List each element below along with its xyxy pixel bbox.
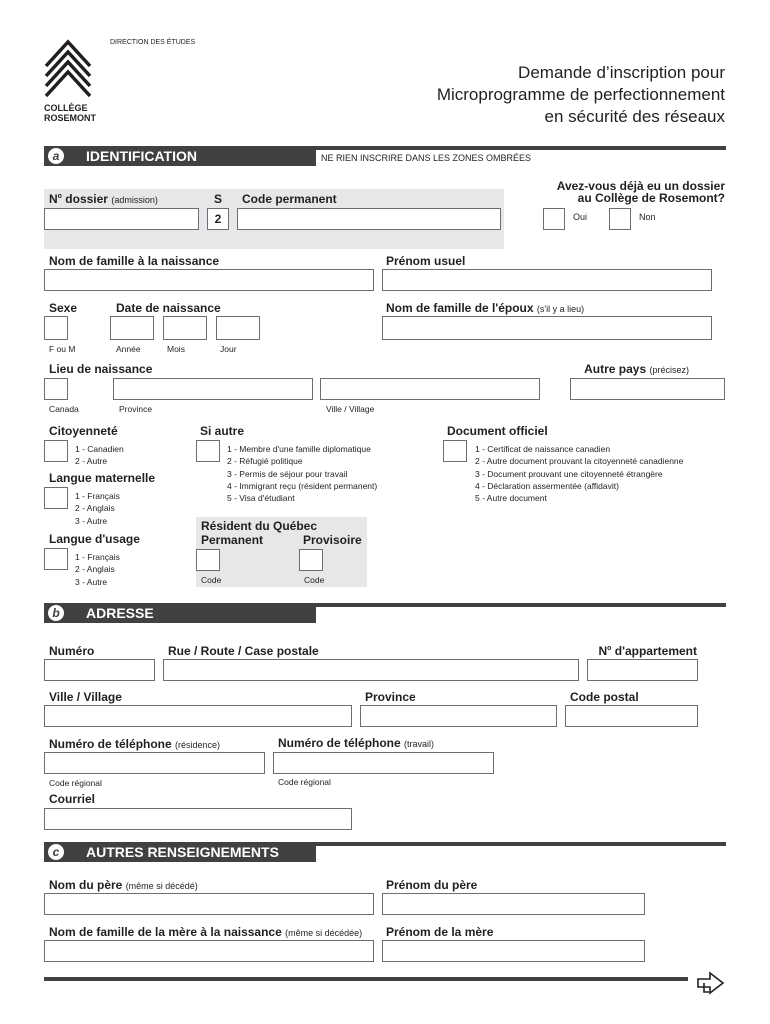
- section-a-header: [44, 146, 316, 166]
- tel-travail-label: Numéro de téléphone (travail): [278, 736, 435, 750]
- prenom-pere-label: Prénom du père: [386, 878, 478, 892]
- previous-dossier-question: [557, 180, 725, 204]
- logo-line2: ROSEMONT: [44, 113, 97, 123]
- mois-field[interactable]: [163, 316, 207, 340]
- jour-label: Jour: [220, 344, 237, 354]
- si-autre-label: Si autre: [200, 424, 245, 438]
- shaded-zones-note: NE RIEN INSCRIRE DANS LES ZONES OMBRÉES: [321, 153, 532, 163]
- appartement-label: $N^o$ d'appartement: [598, 644, 697, 658]
- permanent-code-label: Code: [201, 575, 222, 585]
- date-naissance-label: Date de naissance: [116, 301, 221, 315]
- college-logo: [44, 38, 92, 98]
- section-c-header: [44, 842, 316, 862]
- code-regional-residence: Code régional: [49, 778, 102, 788]
- document-officiel-label: Document officiel: [447, 424, 548, 438]
- list-item: 1 - Français: [75, 491, 120, 501]
- title-line1: Demande d’inscription pour: [518, 63, 725, 82]
- list-item: 1 - Certificat de naissance canadien: [475, 444, 611, 454]
- courriel-label: Courriel: [49, 792, 96, 806]
- list-item: 2 - Anglais: [75, 503, 115, 514]
- nom-mere-field[interactable]: [44, 940, 374, 962]
- non-checkbox[interactable]: [609, 208, 631, 230]
- prev-q-line1: Avez-vous déjà eu un dossier: [556, 179, 725, 193]
- code-regional-travail: Code régional: [278, 777, 331, 787]
- ville-naissance-field[interactable]: [320, 378, 540, 400]
- citoyennete-field[interactable]: [44, 440, 68, 462]
- list-item: 3 - Autre: [75, 576, 108, 587]
- section-a-letter: a: [48, 148, 64, 164]
- list-item: 3 - Autre: [75, 515, 108, 526]
- nom-pere-label: Nom du père (même si décédé): [49, 878, 198, 892]
- annee-label: Année: [116, 344, 141, 354]
- sexe-label: Sexe: [49, 301, 78, 315]
- sexe-hint: F ou M: [49, 344, 76, 354]
- oui-label: Oui: [573, 212, 588, 222]
- citoyennete-label: Citoyenneté: [49, 424, 118, 438]
- oui-checkbox[interactable]: [543, 208, 565, 230]
- si-autre-field[interactable]: [196, 440, 220, 462]
- permanent-label: Permanent: [201, 533, 264, 547]
- section-b-letter: b: [48, 605, 64, 621]
- lieu-naissance-label: Lieu de naissance: [49, 362, 153, 376]
- rue-field[interactable]: [163, 659, 579, 681]
- footer-rule: [44, 977, 688, 981]
- prenom-pere-field[interactable]: [382, 893, 645, 915]
- s-field: 2: [207, 208, 229, 230]
- appartement-field[interactable]: [587, 659, 698, 681]
- si-autre-options: [227, 443, 377, 504]
- nom-naissance-label: Nom de famille à la naissance: [49, 254, 220, 268]
- mois-label: Mois: [167, 344, 185, 354]
- langue-maternelle-options: [75, 490, 120, 527]
- prenom-mere-label: Prénom de la mère: [386, 925, 494, 939]
- list-item: 5 - Visa d'étudiant: [227, 493, 295, 504]
- ville-label: Ville / Village: [49, 690, 122, 704]
- citoyennete-options: [75, 443, 124, 468]
- code-permanent-label: Code permanent: [242, 192, 337, 206]
- provisoire-code-label: Code: [304, 575, 325, 585]
- rue-label: Rue / Route / Case postale: [168, 644, 319, 658]
- permanent-code-field: [196, 549, 220, 571]
- tel-residence-label: Numéro de téléphone (résidence): [49, 737, 221, 751]
- s-label: S: [214, 192, 223, 206]
- prenom-usuel-field[interactable]: [382, 269, 712, 291]
- numero-label: Numéro: [49, 644, 95, 658]
- province-field[interactable]: [113, 378, 313, 400]
- langue-maternelle-field[interactable]: [44, 487, 68, 509]
- province-label: Province: [365, 690, 416, 704]
- langue-usage-options: [75, 551, 120, 588]
- list-item: 2 - Autre: [75, 456, 108, 467]
- resident-label: Résident du Québec: [201, 519, 318, 533]
- nom-naissance-field[interactable]: [44, 269, 374, 291]
- tel-travail-field[interactable]: [273, 752, 494, 774]
- dossier-field[interactable]: [44, 208, 199, 230]
- title-line2: Microprogramme de perfectionnement: [436, 85, 725, 104]
- province-field-address[interactable]: [360, 705, 557, 727]
- prenom-mere-field[interactable]: [382, 940, 645, 962]
- list-item: 2 - Réfugié politique: [227, 456, 303, 467]
- non-label: Non: [639, 212, 656, 222]
- section-b-title: ADRESSE: [86, 605, 154, 621]
- code-permanent-field[interactable]: [237, 208, 501, 230]
- section-c-title: AUTRES RENSEIGNEMENTS: [86, 844, 279, 860]
- list-item: 2 - Autre document prouvant la citoyenneté canadienne: [475, 456, 684, 467]
- list-item: 4 - Immigrant reçu (résident permanent): [227, 480, 378, 491]
- code-postal-field[interactable]: [565, 705, 698, 727]
- numero-field[interactable]: [44, 659, 155, 681]
- list-item: 4 - Déclaration assermentée (affidavit): [475, 480, 619, 491]
- nom-epoux-field[interactable]: [382, 316, 712, 340]
- canada-field[interactable]: [44, 378, 68, 400]
- title-line3: en sécurité des réseaux: [544, 107, 725, 126]
- next-page-arrow-icon: [696, 970, 726, 996]
- list-item: 1 - Français: [75, 552, 120, 562]
- section-c-letter: c: [48, 844, 64, 860]
- document-options: [475, 443, 683, 504]
- list-item: 1 - Membre d'une famille diplomatique: [227, 444, 371, 454]
- autre-pays-field[interactable]: [570, 378, 725, 400]
- department-label: DIRECTION DES ÉTUDES: [110, 39, 196, 46]
- list-item: 5 - Autre document: [475, 493, 547, 504]
- document-officiel-field[interactable]: [443, 440, 467, 462]
- list-item: 3 - Permis de séjour pour travail: [227, 468, 348, 479]
- logo-line1: COLLÈGE: [44, 103, 88, 113]
- langue-usage-label: Langue d'usage: [49, 532, 140, 546]
- section-b-header: [44, 603, 316, 623]
- province-naissance-label: Province: [119, 404, 153, 414]
- list-item: 3 - Document prouvant une citoyenneté étrangère: [475, 468, 663, 479]
- langue-usage-field[interactable]: [44, 548, 68, 570]
- annee-field[interactable]: [110, 316, 154, 340]
- tel-residence-field[interactable]: [44, 752, 265, 774]
- prev-q-line2: au Collège de Rosemont?: [577, 191, 725, 205]
- provisoire-label: Provisoire: [303, 533, 362, 547]
- logo-text: [44, 103, 96, 123]
- nom-epoux-label: Nom de famille de l'époux (s'il y a lieu): [386, 301, 585, 315]
- dossier-label: $N^o$ dossier (admission): [49, 192, 158, 206]
- logo-chevrons-icon: [44, 38, 92, 98]
- ville-naissance-label: Ville / Village: [326, 404, 375, 414]
- nom-pere-field[interactable]: [44, 893, 374, 915]
- provisoire-code-field: [299, 549, 323, 571]
- list-item: 2 - Anglais: [75, 564, 115, 575]
- code-postal-label: Code postal: [570, 690, 639, 704]
- prenom-usuel-label: Prénom usuel: [386, 254, 466, 268]
- courriel-field[interactable]: [44, 808, 352, 830]
- canada-label: Canada: [49, 404, 79, 414]
- form-title: [437, 62, 725, 128]
- list-item: 1 - Canadien: [75, 444, 124, 454]
- autre-pays-label: Autre pays (précisez): [584, 362, 689, 376]
- ville-field[interactable]: [44, 705, 352, 727]
- sexe-field[interactable]: [44, 316, 68, 340]
- nom-mere-label: Nom de famille de la mère à la naissance (même si décédée): [49, 925, 363, 939]
- section-a-title: IDENTIFICATION: [86, 148, 197, 164]
- langue-maternelle-label: Langue maternelle: [49, 471, 156, 485]
- jour-field[interactable]: [216, 316, 260, 340]
